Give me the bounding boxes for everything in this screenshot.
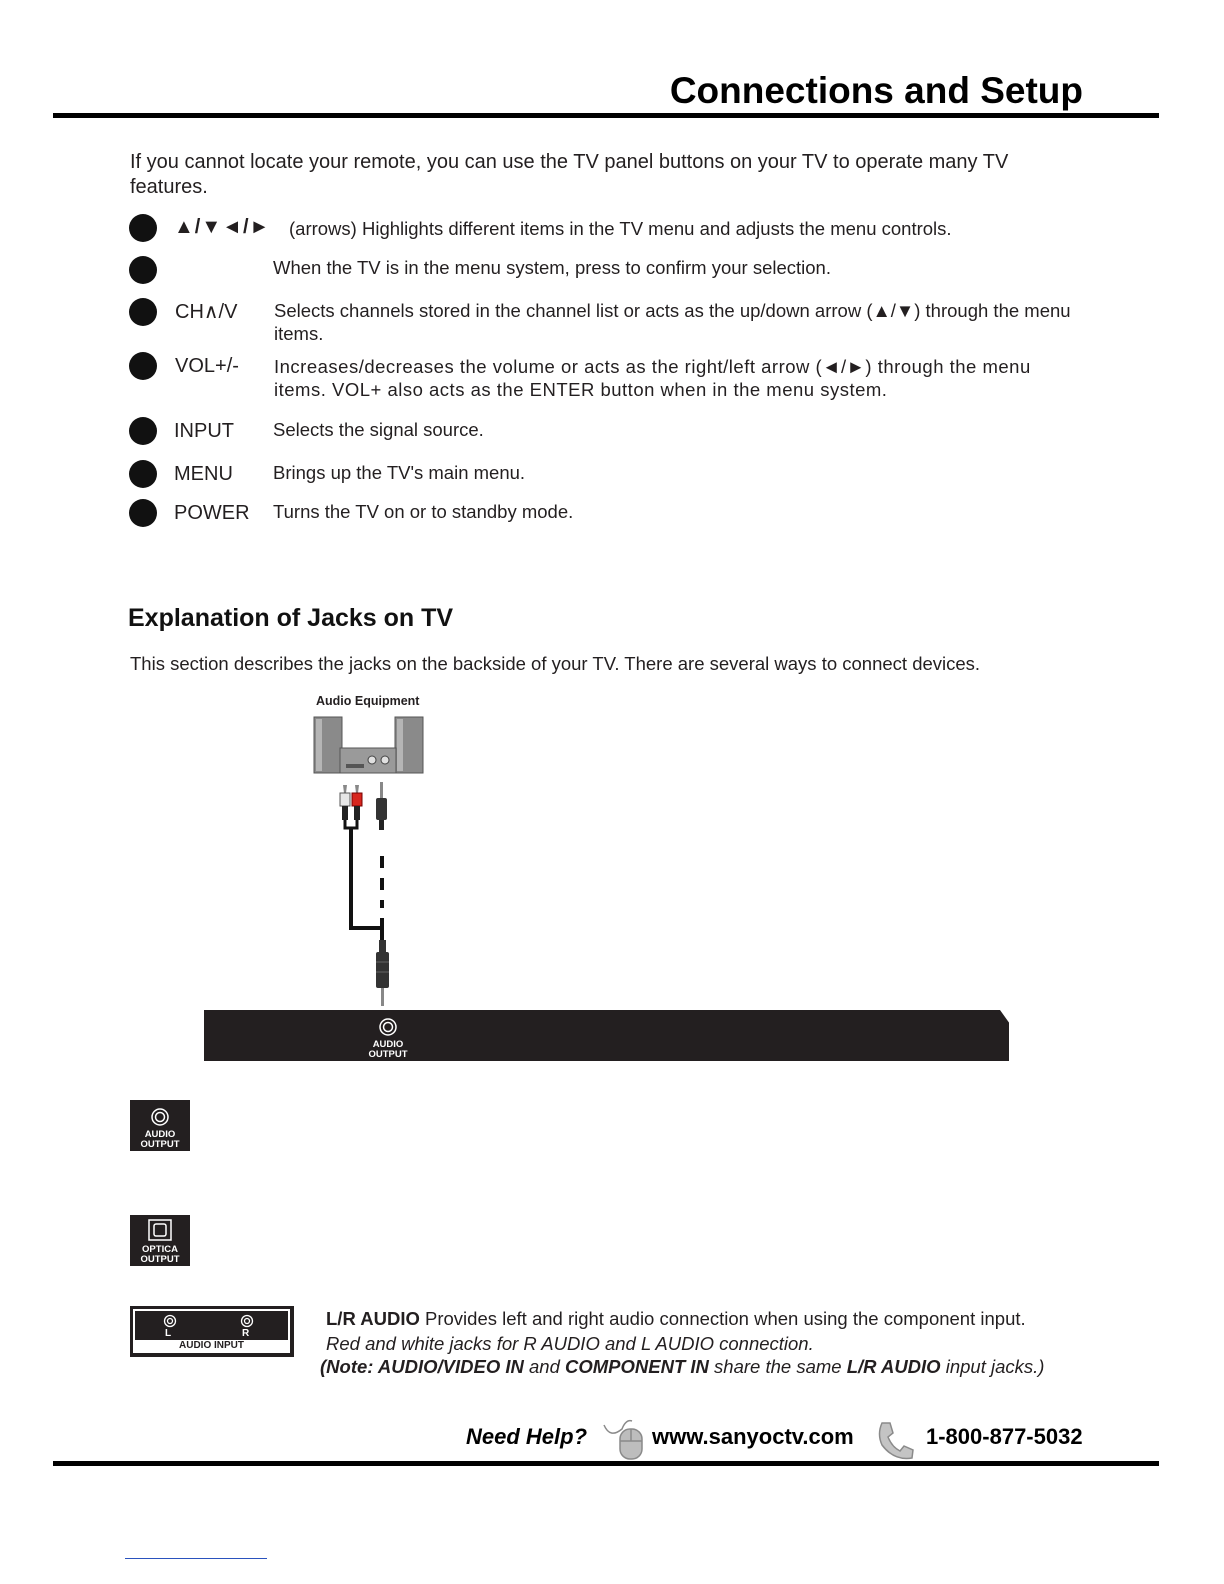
audio-connection-diagram xyxy=(300,712,440,1012)
input-key-label: INPUT xyxy=(174,420,234,442)
section-title: Explanation of Jacks on TV xyxy=(128,604,454,632)
phone-icon xyxy=(874,1419,916,1461)
bullet-icon xyxy=(129,499,157,527)
audio-output-jack xyxy=(130,1100,190,1151)
need-help-text: Need Help? xyxy=(466,1424,588,1449)
lr-audio-description xyxy=(326,1306,1106,1356)
lr-audio-subtext: Red and white jacks for R AUDIO and L AUDIO connection. xyxy=(326,1333,814,1354)
power-key-label: POWER xyxy=(174,502,250,524)
jack-label-line1: AUDIO xyxy=(372,1039,404,1050)
bullet-icon xyxy=(129,214,157,242)
bullet-icon xyxy=(129,352,157,380)
audio-jack-icon xyxy=(150,1107,170,1127)
support-phone[interactable]: 1-800-877-5032 xyxy=(926,1424,1083,1449)
header-rule xyxy=(53,113,1159,118)
bullet-icon xyxy=(129,417,157,445)
footer-link-underline xyxy=(125,1558,267,1559)
left-channel-label: L xyxy=(165,1328,172,1339)
rca-plugs-icon xyxy=(340,785,362,828)
audio-jack-icon xyxy=(378,1017,398,1037)
audio-equipment-icon xyxy=(314,717,423,773)
lr-audio-text: Provides left and right audio connection when using the component input. xyxy=(425,1308,1026,1329)
tv-audio-output-jack xyxy=(362,1017,414,1060)
power-key-desc: Turns the TV on or to standby mode. xyxy=(273,501,574,522)
enter-key-desc: When the TV is in the menu system, press to confirm your selection. xyxy=(273,257,831,278)
audio-input-label: AUDIO INPUT xyxy=(135,1340,288,1352)
bullet-icon xyxy=(129,298,157,326)
arrows-key-label: ▲/▼◄/► xyxy=(174,216,271,238)
jack-label-line2: OUTPUT xyxy=(140,1139,180,1150)
volume-key-label: VOL+/- xyxy=(175,355,239,377)
optical-output-jack xyxy=(130,1215,190,1266)
right-audio-jack-icon xyxy=(240,1314,254,1328)
jack-label-line2: OUTPUT xyxy=(140,1254,180,1265)
volume-key-desc: Increases/decreases the volume or acts as the right/left arrow (◄/►) through the menu items. VOL+ also acts as the ENTER button when in the menu system. xyxy=(274,356,1031,400)
input-key-desc: Selects the signal source. xyxy=(273,419,484,440)
section-description: This section describes the jacks on the backside of your TV. There are several ways to connect devices. xyxy=(130,653,981,674)
jack-label-line1: AUDIO xyxy=(144,1129,176,1140)
mini-jack-plug-icon xyxy=(376,940,389,1006)
mouse-icon xyxy=(602,1417,646,1461)
channel-key-desc: Selects channels stored in the channel list or acts as the up/down arrow (▲/▼) through the menu items. xyxy=(274,300,1071,344)
bullet-icon xyxy=(129,256,157,284)
page-title: Connections and Setup xyxy=(669,70,1083,111)
menu-key-label: MENU xyxy=(174,463,233,485)
support-url[interactable]: www.sanyoctv.com xyxy=(652,1424,854,1449)
jack-label-line2: OUTPUT xyxy=(368,1049,408,1060)
footer-rule xyxy=(53,1461,1159,1466)
arrows-key-desc: (arrows) Highlights different items in the TV menu and adjusts the menu controls. xyxy=(289,218,952,239)
lr-audio-term: L/R AUDIO xyxy=(326,1308,420,1329)
audio-equipment-label: Audio Equipment xyxy=(316,694,420,708)
bullet-icon xyxy=(129,460,157,488)
jack-label-line1: OPTICA xyxy=(142,1244,178,1255)
menu-key-desc: Brings up the TV's main menu. xyxy=(273,462,526,483)
tv-panel-edge xyxy=(998,1010,1010,1061)
optical-jack-icon xyxy=(147,1218,173,1242)
right-channel-label: R xyxy=(242,1328,250,1339)
intro-text: If you cannot locate your remote, you can use the TV panel buttons on your TV to operate many TV features. xyxy=(130,151,1009,198)
note: (Note: AUDIO/VIDEO IN and COMPONENT IN share the same L/R AUDIO input jacks.) xyxy=(320,1356,1045,1377)
mini-jack-plug-icon xyxy=(376,782,387,830)
left-audio-jack-icon xyxy=(163,1314,177,1328)
audio-input-jacks xyxy=(130,1306,294,1357)
tv-back-panel xyxy=(204,1010,1009,1061)
channel-key-label: CH∧/V xyxy=(175,301,238,323)
